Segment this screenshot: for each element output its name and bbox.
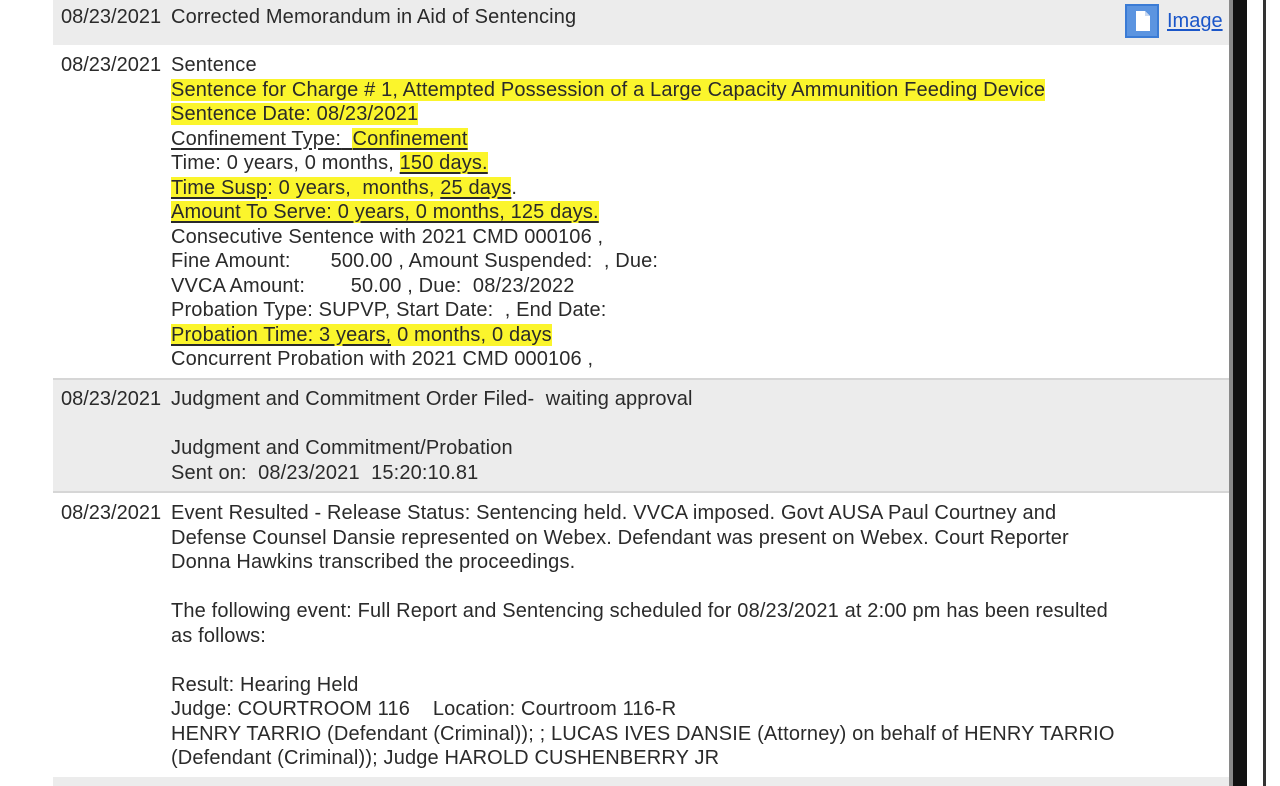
judge-line: Judge: COURTROOM 116 Location: Courtroom 116-R <box>171 698 677 720</box>
sentence-details <box>171 53 1131 372</box>
docket-row <box>53 45 1230 380</box>
consecutive-line: Consecutive Sentence with 2021 CMD 000106 , <box>171 225 604 248</box>
entry-title: Corrected Memorandum in Aid of Sentencing <box>171 6 577 28</box>
event-resulted-paragraph: The following event: Full Report and Sentencing scheduled for 08/23/2021 at 2:00 pm has been resulted as follows: <box>171 600 1108 647</box>
document-icon[interactable] <box>1125 4 1159 38</box>
jc-line: Judgment and Commitment/Probation <box>171 437 513 459</box>
docket-row <box>53 0 1230 47</box>
event-details <box>171 501 1121 771</box>
time-line: Time: 0 years, 0 months, 150 days. <box>171 152 488 174</box>
docket-row <box>53 380 1230 493</box>
sentence-date-line: Sentence Date: 08/23/2021 <box>171 103 419 125</box>
entry-title: Sentence <box>171 54 257 76</box>
right-strip <box>1247 0 1280 786</box>
result-line: Result: Hearing Held <box>171 673 359 696</box>
charge-line: Sentence for Charge # 1, Attempted Possession of a Large Capacity Ammunition Feeding Device <box>171 78 1046 101</box>
vvca-line: VVCA Amount: 50.00 , Due: 08/23/2022 <box>171 274 575 297</box>
event-paragraph: Event Resulted - Release Status: Sentencing held. VVCA imposed. Govt AUSA Paul Courtney and Defense Counsel Dansie represented on Webex. Defendant was present on Webex. Court Reporter Donna Hawkins transcribed the proceedings. <box>171 502 1069 573</box>
sent-on-line: Sent on: 08/23/2021 15:20:10.81 <box>171 461 479 484</box>
docket-row <box>53 493 1230 777</box>
entry-title: Judgment and Commitment Order Filed- waiting approval <box>171 388 693 410</box>
probation-type-line: Probation Type: SUPVP, Start Date: , End Date: <box>171 299 607 321</box>
left-margin <box>0 0 52 786</box>
fine-line: Fine Amount: 500.00 , Amount Suspended: , Due: <box>171 250 659 272</box>
probation-time-line: Probation Time: 3 years, 0 months, 0 days <box>171 323 552 346</box>
time-susp-line: Time Susp: 0 years, months, 25 days. <box>171 176 518 199</box>
entry-date: 08/23/2021 <box>61 388 162 410</box>
entry-date: 08/23/2021 <box>61 502 162 524</box>
concurrent-line: Concurrent Probation with 2021 CMD 000106 , <box>171 348 594 370</box>
entry-date: 08/23/2021 <box>61 6 162 28</box>
confinement-line: Confinement Type: Confinement <box>171 127 468 150</box>
entry-date: 08/23/2021 <box>61 54 162 76</box>
window-edge <box>1233 0 1247 786</box>
amount-to-serve-line: Amount To Serve: 0 years, 0 months, 125 days. <box>171 201 599 223</box>
judgment-details <box>171 387 1131 485</box>
parties-line: HENRY TARRIO (Defendant (Criminal)); ; LUCAS IVES DANSIE (Attorney) on behalf of HENRY TARRIO (Defendant (Criminal)); Judge HAROLD CUSHENBERRY JR <box>171 722 1115 769</box>
next-row-edge <box>53 777 1230 786</box>
image-link-label[interactable]: Image <box>1167 9 1223 32</box>
image-link[interactable] <box>1125 4 1223 38</box>
